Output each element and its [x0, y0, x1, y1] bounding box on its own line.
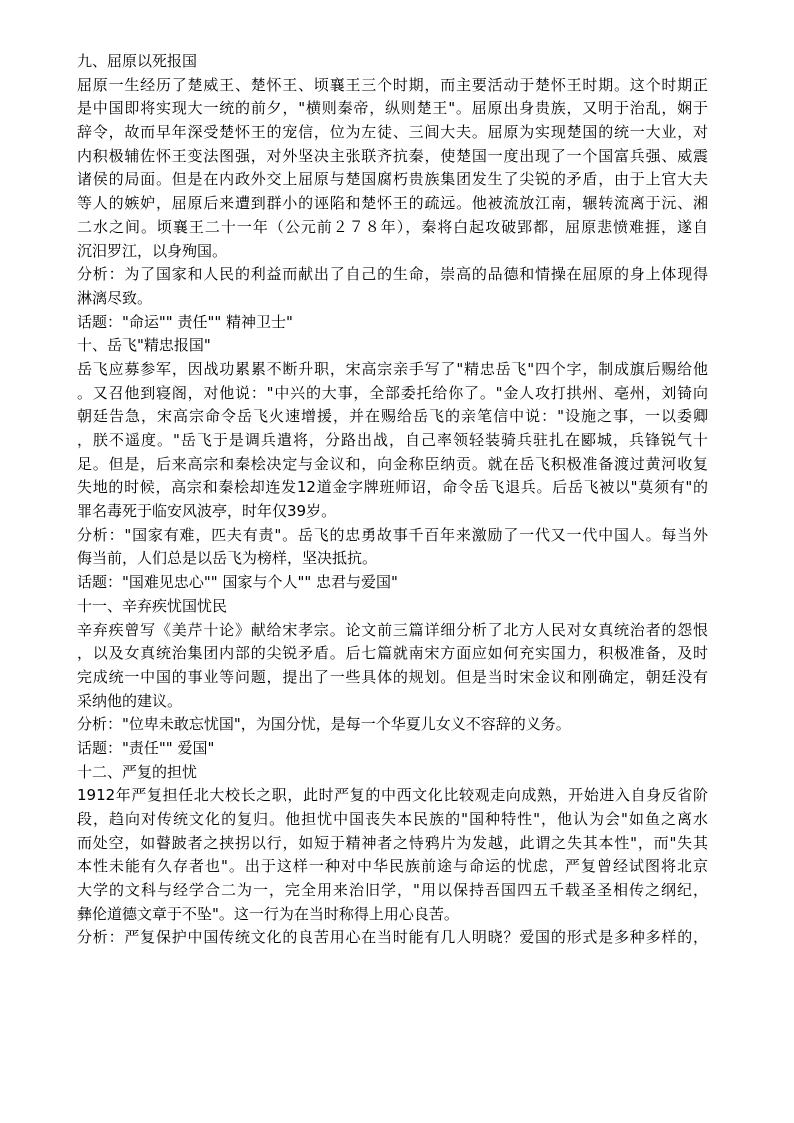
- text-line: 彝伦道德文章于不坠"。这一行为在当时称得上用心良苦。: [77, 904, 459, 923]
- text-line: ，以及女真统治集团内部的尖锐矛盾。后七篇就南宋方面应如何充实国力，积极准备，及时: [77, 644, 708, 663]
- text-line: 二水之间。顷襄王二十一年（公元前２７８年），秦将白起攻破郢都，屈原悲愤难捱，遂自: [77, 217, 708, 236]
- text-line: 失地的时候，高宗和秦桧却连发12道金字牌班师诏，命令岳飞退兵。后岳飞被以"莫须有"的: [77, 478, 708, 497]
- text-line: 分析："国家有难，匹夫有责"。岳飞的忠勇故事千百年来激励了一代又一代中国人。每当外: [77, 525, 708, 544]
- text-line: 本性未能有久存者也"。出于这样一种对中华民族前途与命运的忧虑，严复曾经试图将北京: [77, 857, 708, 876]
- text-line: 内积极辅佐怀王变法图强，对外坚决主张联齐抗秦，使楚国一度出现了一个国富兵强、威震: [77, 146, 708, 165]
- text-line: ，朕不遥度。"岳飞于是调兵遣将，分路出战，自己率领轻装骑兵驻扎在郾城，兵锋锐气十: [77, 431, 708, 449]
- text-line: 而处空，如瞽跛者之挟拐以行，如短于精神者之恃鸦片为发越，此谓之失其本性"，而"失其: [77, 833, 708, 852]
- text-line: 大学的文科与经学合二为一，完全用来治旧学，"用以保持吾国四五千载圣圣相传之纲纪，: [77, 881, 708, 900]
- text-line: 罪名毒死于临安风波亭，时年仅39岁。: [77, 502, 337, 521]
- text-line: 十、岳飞"精忠报国": [77, 336, 211, 355]
- text-line: 段，趋向对传统文化的复归。他担忧中国丧失本民族的"国种特性"，他认为会"如鱼之离水: [77, 810, 708, 828]
- text-line: 话题："国难见忠心"" 国家与个人"" 忠君与爱国": [77, 573, 398, 592]
- text-line: 诸侯的局面。但是在内政外交上屈原与楚国腐朽贵族集团发生了尖锐的矛盾，由于上官大夫: [77, 170, 708, 189]
- text-line: 足。但是，后来高宗和秦桧决定与金议和，向金称臣纳贡。就在岳飞积极准备渡过黄河收复: [77, 454, 708, 473]
- text-line: 十二、严复的担忧: [77, 762, 198, 781]
- text-line: 采纳他的建议。: [77, 691, 183, 710]
- text-line: 朝廷告急，宋高宗命令岳飞火速增援，并在赐给岳飞的亲笔信中说："设施之事，一以委卿: [77, 407, 708, 426]
- text-line: 沉汨罗江，以身殉国。: [77, 241, 228, 260]
- text-line: 辛弃疾曾写《美芹十论》献给宋孝宗。论文前三篇详细分析了北方人民对女真统治者的怨恨: [77, 620, 708, 639]
- text-line: 1912年严复担任北大校长之职，此时严复的中西文化比较观走向成熟，开始进入自身反省阶: [77, 786, 708, 805]
- text-line: 九、屈原以死报国: [77, 52, 198, 70]
- text-line: 是中国即将实现大一统的前夕，"横则秦帝，纵则楚王"。屈原出身贵族，又明于治乱，娴于: [77, 99, 708, 118]
- text-line: 分析："位卑未敢忘忧国"，为国分忧，是每一个华夏儿女义不容辞的义务。: [77, 715, 571, 734]
- text-line: 完成统一中国的事业等问题，提出了一些具体的规划。但是当时宋金议和刚确定，朝廷没有: [77, 667, 708, 686]
- text-line: 。又召他到寝阁，对他说："中兴的大事，全部委托给你了。"金人攻打拱州、亳州，刘锜向: [77, 383, 708, 402]
- text-line: 等人的嫉妒，屈原后来遭到群小的诬陷和楚怀王的疏远。他被流放江南，辗转流离于沅、湘: [77, 194, 708, 213]
- text-line: 侮当前，人们总是以岳飞为榜样，坚决抵抗。: [77, 549, 378, 568]
- text-line: 十一、辛弃疾忧国忧民: [77, 596, 228, 615]
- text-line: 辞令，故而早年深受楚怀王的宠信，位为左徒、三闾大夫。屈原为实现楚国的统一大业，对: [77, 123, 708, 142]
- text-line: 岳飞应募参军，因战功累累不断升职，宋高宗亲手写了"精忠岳飞"四个字，制成旗后赐给他: [77, 359, 708, 378]
- text-line: 淋漓尽致。: [77, 288, 153, 307]
- text-line: 话题："命运"" 责任"" 精神卫士": [77, 312, 293, 331]
- text-line: 屈原一生经历了楚威王、楚怀王、顷襄王三个时期，而主要活动于楚怀王时期。这个时期正: [77, 75, 708, 94]
- text-line: 话题："责任"" 爱国": [77, 738, 215, 757]
- text-line: 分析：严复保护中国传统文化的良苦用心在当时能有几人明晓？爱国的形式是多种多样的，: [77, 928, 708, 947]
- text-line: 分析：为了国家和人民的利益而献出了自己的生命，崇高的品德和情操在屈原的身上体现得: [77, 265, 708, 284]
